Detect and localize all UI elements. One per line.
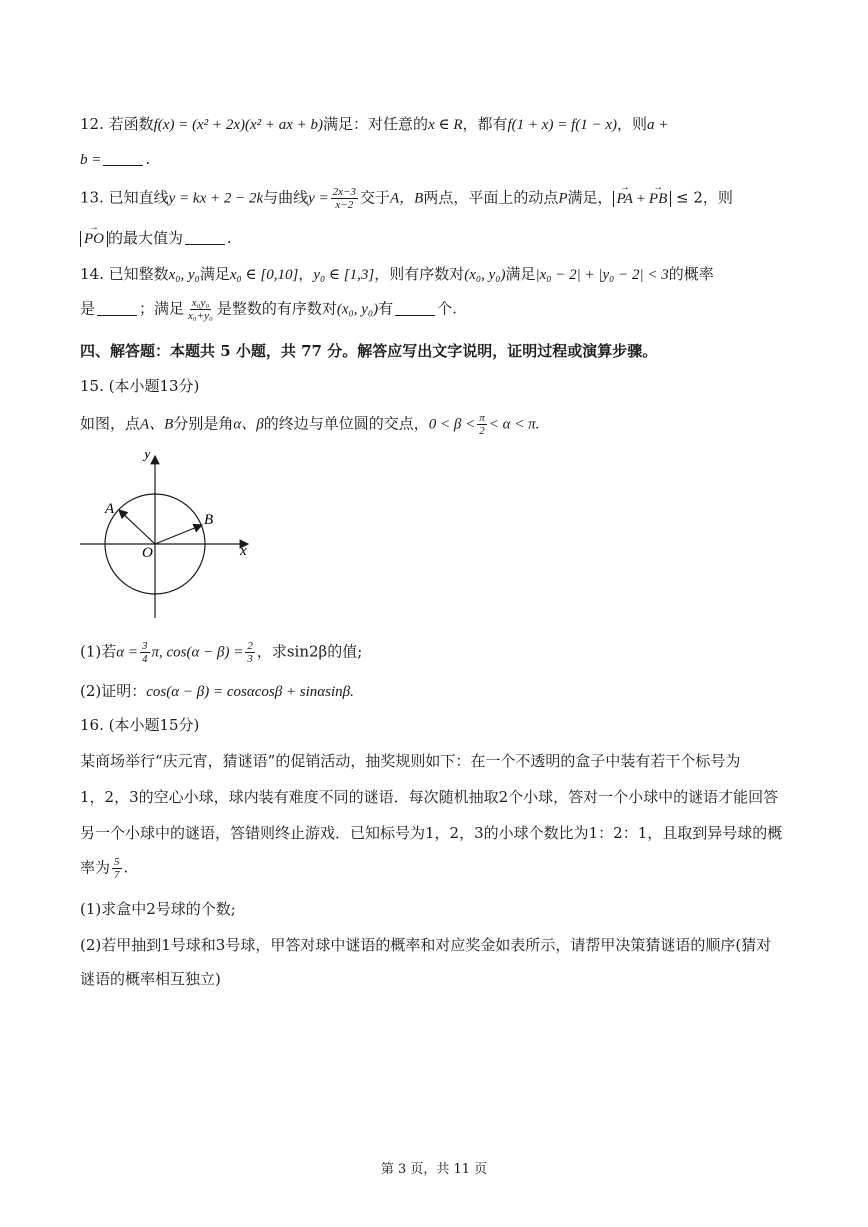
q15-p1-label: (1)若: [80, 642, 117, 661]
q16-part-2-line-2: 谜语的概率相互独立): [80, 970, 221, 988]
q14-l2-text: 是: [80, 299, 96, 318]
q13-tail: 的最大值为: [108, 229, 184, 247]
q15-p1-frac-2: [245, 640, 255, 665]
q13-end: .: [227, 229, 232, 247]
q16-prob-frac: [112, 856, 122, 881]
vector-oa: [119, 510, 155, 544]
q14-cond-x: x₀ ∈ [0,10]: [229, 267, 299, 283]
q12-text: 满足：对任意的: [323, 115, 429, 133]
q16-line-2: 1，2，3的空心小球，球内装有难度不同的谜语．每次随机抽取2个小球，答对一个小球中的谜语才能回答: [80, 788, 779, 806]
q13-curve-lhs: y =: [308, 190, 329, 207]
fraction-numerator: 2: [247, 640, 253, 652]
q14-l2-text-4: 有: [378, 299, 394, 318]
fraction-denominator: 4: [142, 653, 148, 665]
q15-ineq-b: < α < π.: [488, 416, 540, 433]
q14-text-2: ，则有序数对: [374, 265, 465, 283]
q15-points: A、B: [140, 416, 174, 433]
q15-p2-label: (2)证明：: [80, 682, 147, 700]
fraction-numerator: π: [479, 412, 485, 424]
q15-text-2: 分别是角: [173, 414, 234, 433]
q16-line-3: 另一个小球中的谜语，答错则终止游戏．已知标号为1，2，3的小球个数比为1：2：1，且取到异号球的概: [80, 824, 783, 842]
q13-curve-fraction: [331, 186, 358, 211]
question-13-line-1: [80, 186, 798, 211]
question-16-head: 16. (本小题15分): [80, 716, 200, 734]
fraction-denominator: 7: [114, 869, 120, 881]
question-13-line-2: [80, 227, 798, 250]
vector-pa: → PA: [617, 188, 633, 210]
q14-l2-text-2: ；满足: [139, 299, 185, 318]
q15-p1-alpha: α =: [116, 644, 138, 661]
q15-text: 如图，点: [80, 414, 141, 433]
q13-text-2: 交于: [359, 188, 390, 207]
fraction-denominator: 2: [479, 425, 485, 437]
answer-blank: [97, 301, 137, 316]
section-header: 四、解答题：本题共 5 小题，共 77 分。解答应写出文字说明，证明过程或演算步骤。: [80, 342, 658, 360]
vector-pb: → PB: [649, 188, 667, 210]
q13-line-eq: y = kx + 2 − 2k: [168, 190, 264, 207]
q16-line-1: 某商场举行“庆元宵，猜谜语”的促销活动，抽奖规则如下：在一个不透明的盒子中装有若干个标号为: [80, 752, 741, 770]
q16-l4-end: .: [123, 858, 129, 877]
x-label: x: [240, 543, 247, 559]
fraction-numerator: 3: [142, 640, 148, 652]
q16-l4-text: 率为: [80, 858, 111, 877]
q12-symmetry: f(1 + x) = f(1 − x): [507, 117, 618, 133]
plus-sign: +: [636, 190, 646, 207]
vector-ob: [155, 525, 202, 544]
fraction-denominator: 3: [247, 653, 253, 665]
fraction-denominator: x₀+y₀: [188, 310, 213, 322]
q15-angles: α、β: [233, 416, 264, 433]
q14-l2-end: 个.: [437, 299, 457, 318]
answer-blank: [103, 151, 143, 166]
point-b-label: B: [204, 512, 214, 528]
q13-vector-norm: [613, 191, 672, 207]
q16-line-4: [80, 856, 798, 881]
fraction-numerator: 5: [114, 856, 120, 868]
q15-p1-cos: π, cos(α − β) =: [151, 644, 244, 661]
origin-label: O: [142, 545, 153, 561]
question-14-line-2: [80, 297, 798, 322]
q14-fraction: [186, 297, 215, 322]
q15-p1-frac: [140, 640, 150, 665]
q15-ineq-a: 0 < β <: [428, 416, 476, 433]
q15-pi-half: [477, 412, 487, 437]
q16-part-2-line-1: (2)若甲抽到1号球和3号球，甲答对球中谜语的概率和对应奖金如表所示，请帮甲决策猜谜语的顺序(猜对: [80, 936, 772, 954]
q14-prefix: 14. 已知整数: [80, 265, 169, 283]
q15-p1-tail: ，求sin2β的值;: [256, 642, 363, 661]
answer-blank: [185, 230, 225, 245]
q15-p2-identity: cos(α − β) = cosαcosβ + sinαsinβ.: [146, 684, 354, 700]
q12-domain: x ∈ R: [428, 117, 463, 133]
q13-text-4: 满足，: [567, 188, 613, 207]
question-15-intro: [80, 412, 798, 437]
q13-text-3: 两点，平面上的动点: [423, 188, 559, 207]
q13-points: A，B: [390, 190, 424, 207]
q14-condition: |x₀ − 2| + |y₀ − 2| < 3: [535, 267, 669, 283]
fraction-numerator: 2x−3: [332, 186, 356, 198]
q12-answer-expr: a +: [647, 117, 669, 133]
q13-point-p: P: [558, 190, 568, 207]
q13-prefix: 13. 已知直线: [80, 188, 169, 207]
q12-answer-expr-2: b =: [80, 152, 102, 168]
q13-norm-po: [80, 231, 108, 247]
q13-inequality: ≤ 2，则: [676, 188, 733, 207]
question-12-line-1: [80, 113, 798, 136]
q14-pair: (x₀, y₀): [464, 267, 506, 283]
q14-tail: 的概率: [668, 265, 714, 283]
q14-sep: ，: [298, 265, 314, 283]
q14-pair-2: (x₀, y₀): [336, 301, 379, 318]
q12-text-2: ，都有: [462, 115, 508, 133]
page-footer: 第 3 页，共 11 页: [380, 1162, 488, 1177]
fraction-numerator: x₀y₀: [191, 297, 210, 309]
q13-text: 与曲线: [263, 188, 309, 207]
q15-text-3: 的终边与单位圆的交点，: [263, 414, 429, 433]
unit-circle-figure: [78, 452, 258, 622]
q12-text-3: ，则: [617, 115, 648, 133]
question-14-line-1: [80, 263, 798, 286]
q14-text: 满足: [199, 265, 230, 283]
q15-part-1: [80, 640, 798, 665]
q14-text-3: 满足: [505, 265, 536, 283]
q12-end: .: [145, 150, 151, 168]
q16-part-1: (1)求盒中2号球的个数;: [80, 900, 236, 918]
q14-l2-text-3: 是整数的有序数对: [216, 299, 337, 318]
q15-part-2: [80, 680, 798, 703]
q12-function: f(x) = (x² + 2x)(x² + ax + b): [153, 117, 324, 133]
point-a-label: A: [105, 501, 115, 517]
q12-prefix: 12. 若函数: [80, 115, 154, 133]
fraction-denominator: x−2: [335, 199, 354, 211]
question-15-head: 15. (本小题13分): [80, 377, 200, 395]
q14-vars: x₀, y₀: [168, 267, 200, 283]
vector-po: → PO: [84, 228, 104, 250]
y-label: y: [144, 452, 151, 462]
q14-cond-y: y₀ ∈ [1,3]: [313, 267, 375, 283]
question-12-line-2: [80, 148, 798, 171]
answer-blank: [395, 301, 435, 316]
